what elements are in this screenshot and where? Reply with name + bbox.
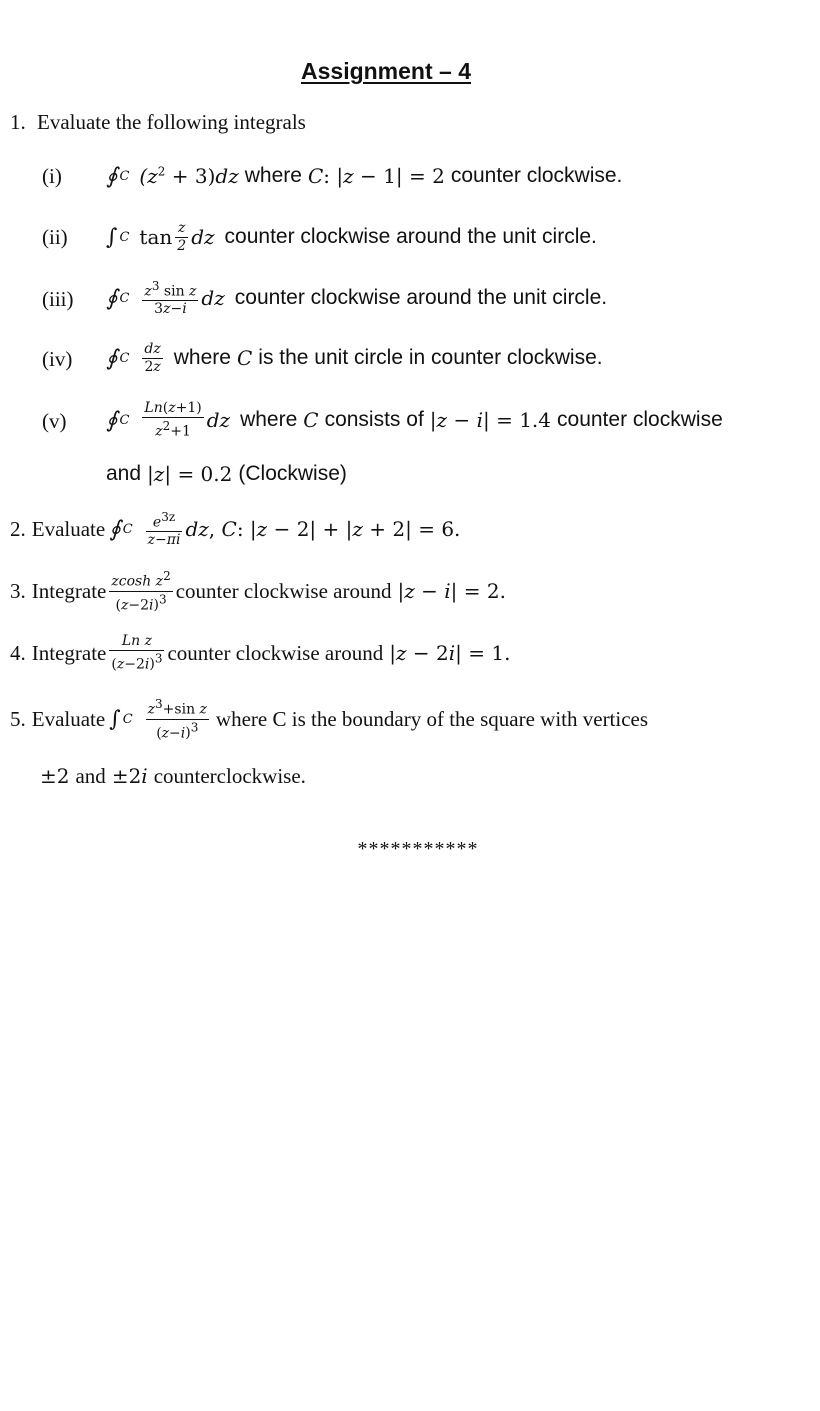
question-number: 1. [10, 110, 26, 134]
item-tail: counter clockwise around the unit circle. [234, 286, 608, 309]
question-tail: counter clockwise around [175, 578, 392, 603]
integral-iv: ∮ C $\frac{dz}{2z}$ where C is the unit circle in counter clockwise. [106, 340, 603, 375]
question-verb: Evaluate [31, 706, 106, 731]
integral-ii: ∫ C tan $\frac{z}{2}$ dz counter clockwise around the unit circle. [106, 219, 597, 254]
item-cont-pre: and [106, 462, 142, 485]
item-label: (ii) [42, 225, 68, 249]
integral-i: ∮ C $(z^2 + 3)dz$ where C: |z − 1| = 2 counter clockwise. [106, 163, 623, 189]
integral-iii: ∮ C $\frac{z^3 \sin z}{3z-i}$ dz counter clockwise around the unit circle. [106, 278, 608, 318]
item-label: (iv) [42, 347, 73, 371]
item-tail: is the unit circle in counter clockwise. [258, 346, 603, 369]
item-label: (i) [42, 164, 62, 188]
question-tail: counter clockwise around [167, 640, 384, 665]
question-number: 4. [10, 640, 26, 665]
word-where: where [244, 164, 302, 187]
word-where: where [173, 346, 231, 369]
question-verb: Integrate [31, 578, 107, 603]
integral-v: ∮ C $\frac{Ln(z+1)}{z^2+1}$ dz where C consists of |z − i| = 1.4 counter clockwise [106, 399, 723, 440]
item-tail: counter clockwise around the unit circle. [224, 225, 597, 248]
item-tail: consists of [324, 408, 424, 431]
integral-v-cont: and |z| = 0.2 (Clockwise) [106, 462, 347, 486]
item-label: (v) [42, 409, 67, 433]
question-1 [10, 110, 306, 135]
question-cont: counterclockwise. [153, 763, 306, 788]
question-verb: Evaluate [31, 516, 106, 541]
question-3: 3. Integrate $\frac{zcosh z^2}{(z-2i)^3}$ counter clockwise around |z − i| = 2. [10, 568, 506, 614]
question-text: Evaluate the following integrals [37, 110, 306, 134]
question-number: 2. [10, 516, 26, 541]
item-cont-post: (Clockwise) [238, 462, 347, 485]
question-5-cont: ±2 and ±2i counterclockwise. [40, 763, 306, 788]
question-2: 2. Evaluate ∮ C $\frac{e^{3z}}{z-\pi i}$ dz, C: |z − 2| + |z + 2| = 6. [10, 509, 461, 549]
word-and: and [75, 763, 106, 788]
question-number: 5. [10, 706, 26, 731]
footer-separator: *********** [357, 838, 479, 860]
item-tail: counter clockwise. [450, 164, 623, 187]
question-tail: where C is the boundary of the square with vertices [215, 706, 649, 731]
word-where: where [240, 408, 298, 431]
item-label: (iii) [42, 287, 74, 311]
question-verb: Integrate [31, 640, 107, 665]
item-tail2: counter clockwise [557, 408, 723, 431]
question-4: 4. Integrate $\frac{\text{Ln z}}{(z-2i)^3}$ counter clockwise around |z − 2i| = 1. [10, 632, 511, 673]
question-number: 3. [10, 578, 26, 603]
question-5: 5. Evaluate ∫ C $\frac{z^3+\sin z}{(z-i)^3}$ where C is the boundary of the square with vertices [10, 696, 649, 742]
page-title: Assignment – 4 [301, 58, 471, 84]
